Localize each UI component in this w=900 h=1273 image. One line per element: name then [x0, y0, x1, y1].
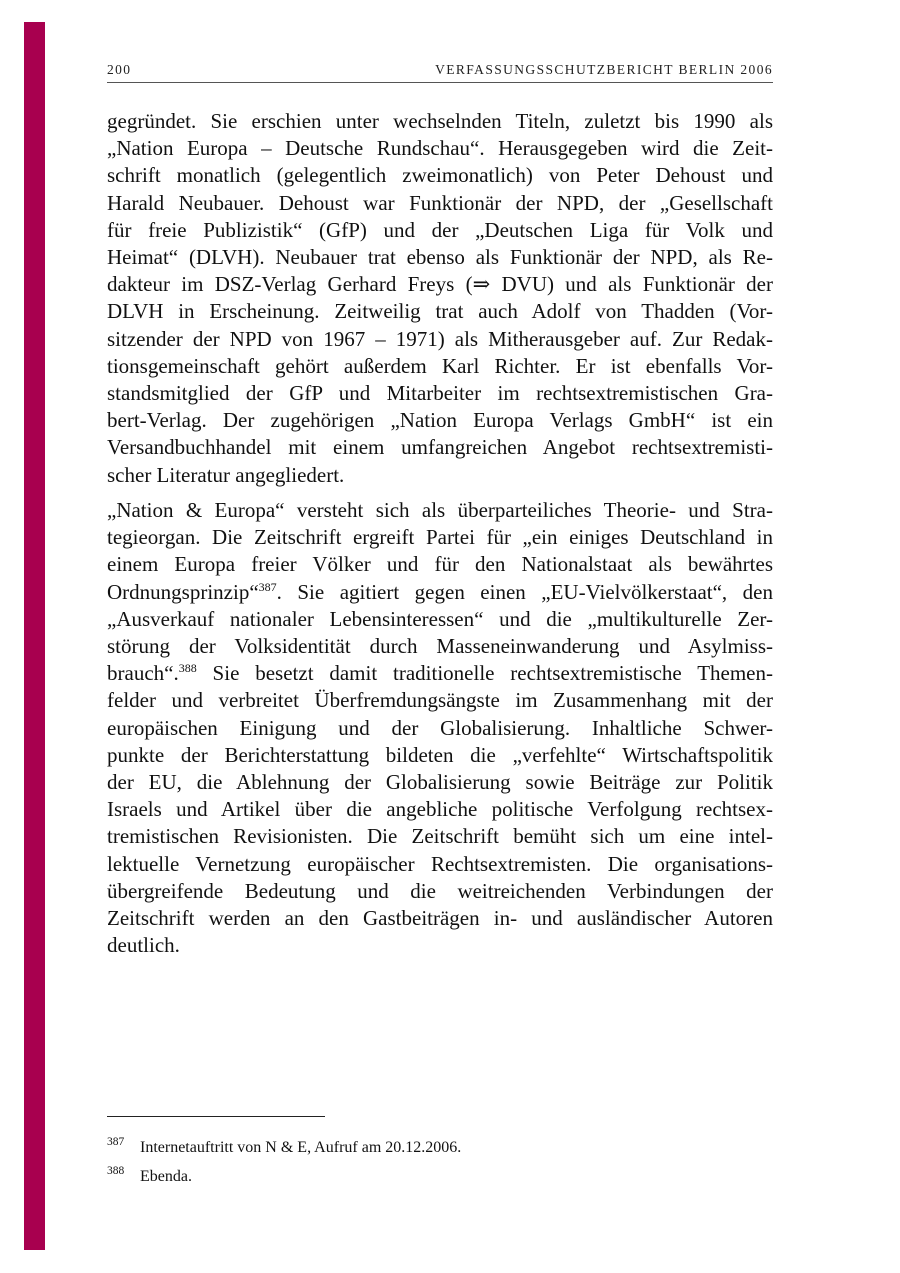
footnote-ref-387[interactable]: 387 — [258, 579, 277, 594]
text-line: tremistischen Revisionisten. Die Zeitschrift bemüht sich um eine intel- — [107, 824, 773, 849]
text-line: tegieorgan. Die Zeitschrift ergreift Partei für „ein einiges Deutschland in — [107, 525, 773, 550]
text-line: deutlich. — [107, 933, 180, 958]
text-line: tionsgemeinschaft gehört außerdem Karl Richter. Er ist ebenfalls Vor- — [107, 353, 773, 378]
footnote-text: Ebenda. — [140, 1168, 192, 1185]
text-line: Versandbuchhandel mit einem umfangreichen Angebot rechtsextremisti- — [107, 435, 773, 460]
text-line: störung der Volksidentität durch Masseneinwanderung und Asylmiss- — [107, 634, 773, 659]
text-line: der EU, die Ablehnung der Globalisierung sowie Beiträge zur Politik — [107, 770, 773, 795]
text-line: dakteur im DSZ-Verlag Gerhard Freys (⇒ DVU) und als Funktionär der — [107, 272, 773, 297]
text-segment: Ordnungsprinzip“ — [107, 579, 259, 604]
text-line: lektuelle Vernetzung europäischer Rechtsextremisten. Die organisations- — [107, 851, 773, 876]
text-line — [107, 660, 773, 687]
text-line: schrift monatlich (gelegentlich zweimonatlich) von Peter Dehoust und — [107, 163, 773, 188]
text-line: gegründet. Sie erschien unter wechselnden Titeln, zuletzt bis 1990 als — [107, 109, 773, 133]
text-line: sitzender der NPD von 1967 – 1971) als Mitherausgeber auf. Zur Redak- — [107, 326, 773, 351]
footnote-text: Internetauftritt von N & E, Aufruf am 20.12.2006. — [140, 1139, 462, 1156]
text-segment: Sie besetzt damit traditionelle rechtsextremistische Themen- — [196, 661, 773, 686]
body-paragraph-2 — [107, 497, 773, 959]
text-line: übergreifende Bedeutung und die weitreichenden Verbindungen der — [107, 878, 773, 903]
footnote-separator — [107, 1116, 325, 1117]
text-line: für freie Publizistik“ (GfP) und der „Deutschen Liga für Volk und — [107, 217, 773, 242]
text-line: standsmitglied der GfP und Mitarbeiter im rechtsextremistischen Gra- — [107, 381, 773, 406]
text-line: Harald Neubauer. Dehoust war Funktionär der NPD, der „Gesellschaft — [107, 190, 773, 215]
text-line: felder und verbreitet Überfremdungsängste im Zusammenhang mit der — [107, 688, 773, 713]
text-line: „Nation & Europa“ versteht sich als überparteiliches Theorie- und Stra- — [107, 498, 773, 522]
text-line: europäischen Einigung und der Globalisierung. Inhaltliche Schwer- — [107, 715, 773, 740]
footnote-ref-388[interactable]: 388 — [178, 661, 197, 676]
running-title: VERFASSUNGSSCHUTZBERICHT BERLIN 2006 — [435, 62, 773, 77]
footnote-number: 388 — [107, 1165, 125, 1177]
text-line: Zeitschrift werden an den Gastbeiträgen in- und ausländischer Autoren — [107, 906, 773, 931]
text-line: Heimat“ (DLVH). Neubauer trat ebenso als Funktionär der NPD, als Re- — [107, 245, 773, 270]
accent-sidebar-bar — [24, 22, 45, 1250]
text-line: „Ausverkauf nationaler Lebensinteressen“ und die „multikulturelle Zer- — [107, 606, 773, 631]
text-line: scher Literatur angegliedert. — [107, 462, 345, 487]
text-line: einem Europa freier Völker und für den Nationalstaat als bewährtes — [107, 552, 773, 577]
text-line: punkte der Berichterstattung bildeten die „verfehlte“ Wirtschaftspolitik — [107, 742, 773, 767]
header-rule — [107, 82, 773, 83]
text-line: Israels und Artikel über die angebliche politische Verfolgung rechtsex- — [107, 797, 773, 822]
page-header — [107, 62, 773, 82]
text-line: DLVH in Erscheinung. Zeitweilig trat auch Adolf von Thadden (Vor- — [107, 299, 773, 324]
text-segment: . Sie agitiert gegen einen „EU-Vielvölkerstaat“, den — [276, 579, 773, 604]
text-line — [107, 579, 773, 606]
footnote-number: 387 — [107, 1136, 125, 1148]
text-line: bert-Verlag. Der zugehörigen „Nation Europa Verlags GmbH“ ist ein — [107, 408, 773, 433]
text-line: „Nation Europa – Deutsche Rundschau“. Herausgegeben wird die Zeit- — [107, 136, 773, 161]
page-number: 200 — [107, 62, 132, 77]
text-segment: brauch“. — [107, 661, 179, 686]
body-paragraph-1 — [107, 108, 773, 489]
